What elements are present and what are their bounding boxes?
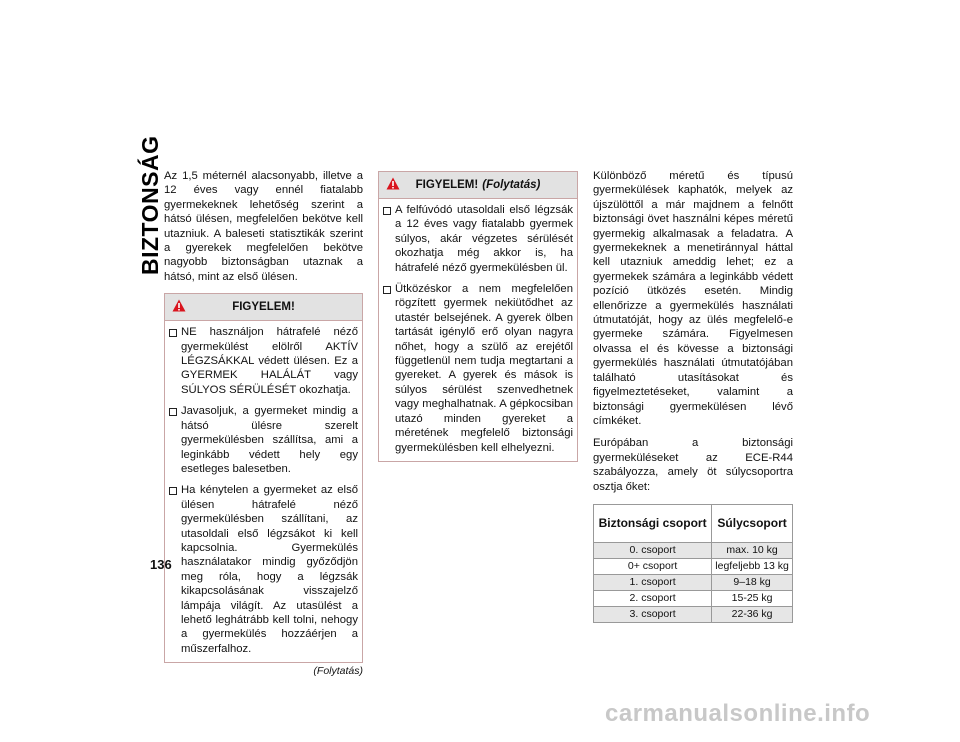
column-right (593, 169, 793, 623)
table-cell: 0. csoport (594, 542, 712, 558)
table-row (594, 542, 793, 558)
list-item: Javasoljuk, a gyermeket mindig a hátsó ülésre szerelt gyermekülésben szállítsa, ami a leginkább védett hely egy esetleges balesetben. (169, 404, 358, 476)
table-header-cell: Súlycsoport (712, 504, 793, 542)
intro-paragraph: Az 1,5 méternél alacsonyabb, illetve a 12 éves vagy ennél fiatalabb gyermekeknek lehetőség szerint a hátsó ülésen, megfelelően bekötve kell utazniuk. A baleseti statisztikák szerint a gyerekek megfelelően bekötve nagyobb biztonságban utaznak a hátsó, mint az első ülésen. (164, 170, 363, 283)
table-cell: 1. csoport (594, 574, 712, 590)
table-row (594, 590, 793, 606)
column-left (164, 169, 363, 679)
warning-triangle-icon (172, 299, 186, 312)
warning-box-continued (378, 171, 578, 462)
warning-header (165, 294, 362, 321)
continued-note: (Folytatás) (313, 665, 363, 678)
warning-title: FIGYELEM! (415, 178, 479, 191)
weight-group-table (593, 504, 793, 623)
table-cell: 15-25 kg (712, 590, 793, 606)
body-paragraph: Európában a biztonsági gyermeküléseket az ECE-R44 szabályozza, amely öt súlycsoportra osztja őket: (593, 437, 793, 493)
warning-list (165, 321, 362, 662)
warning-triangle-icon (386, 177, 400, 190)
column-middle (378, 171, 578, 462)
warning-list (379, 199, 577, 461)
table-cell: legfeljebb 13 kg (712, 558, 793, 574)
table-row (594, 606, 793, 622)
checkbox-icon (383, 286, 391, 294)
table-cell: max. 10 kg (712, 542, 793, 558)
warning-title: FIGYELEM! (232, 301, 295, 314)
body-paragraph: Különböző méretű és típusú gyermekülések kaphatók, melyek az újszülöttől a már majdnem a felnőtt biztonsági övet használni képes méretű gyermekig alkalmasak a feladatra. A gyermekeknek a menetiránnyal háttal kell utazniuk ameddig lehet; ez a gyermekek számára a leginkább védett pozíció ütközés esetén. Mindig ellenőrizze a gyermekülés használati útmutatóját, hogy az ülés megfelelő-e gyermeke számára. Figyelmesen olvassa el és kövesse a biztonsági gyermekülés használati útmutatójában található utasításokat és figyelmeztetéseket, valamint a biztonsági gyermekülésen lévő címkéket. (593, 170, 793, 427)
table-cell: 22-36 kg (712, 606, 793, 622)
section-title: BIZTONSÁG (137, 135, 163, 275)
checkbox-icon (169, 487, 177, 495)
checkbox-icon (169, 329, 177, 337)
table-cell: 3. csoport (594, 606, 712, 622)
checkbox-icon (169, 408, 177, 416)
list-item: NE használjon hátrafelé néző gyermekülést elölről AKTÍV LÉGZSÁKKAL védett ülésen. Ez a GYERMEK HALÁLÁT vagy SÚLYOS SÉRÜLÉSÉT okozhatja. (169, 325, 358, 397)
list-item: A felfúvódó utasoldali első légzsák a 12 éves vagy fiatalabb gyermek súlyos, akár végzetes sérülését okozhatja még akkor is, ha hátrafelé néző gyermekülésben ül. (383, 203, 573, 275)
list-item: Ütközéskor a nem megfelelően rögzített gyermek nekiütődhet az utastér belsejének. A gyerek ölben tartását igénylő erő olyan nagyra nőhet, hogy a szülő az erejétől függetlenül nem tudja megtartani a gyereket. A gyerek és mások is súlyos sérülést szenvedhetnek vagy meghalhatnak. A gépkocsiban utazó minden gyereket a méretének megfelelő biztonsági gyermekülésben kell elhelyezni. (383, 282, 573, 455)
warning-box (164, 293, 363, 663)
table-row (594, 558, 793, 574)
table-cell: 9–18 kg (712, 574, 793, 590)
watermark: carmanualsonline.info (605, 700, 871, 727)
table-cell: 2. csoport (594, 590, 712, 606)
warning-header (379, 172, 577, 199)
warning-title-sub: (Folytatás) (482, 178, 541, 191)
table-row (594, 574, 793, 590)
checkbox-icon (383, 207, 391, 215)
table-header-cell: Biztonsági csoport (594, 504, 712, 542)
list-item: Ha kénytelen a gyermeket az első ülésen hátrafelé néző gyermekülésben szállítani, az utasoldali első légzsákot ki kell kapcsolnia. Gyermekülés használatakor mindig győződjön meg róla, hogy a légzsák kikapcsolásának visszajelző lámpája világít. Az utasülést a lehető leghátrább kell tolni, nehogy a gyermekülés hozzáérjen a műszerfalhoz. (169, 483, 358, 656)
table-header-row (594, 504, 793, 542)
table-cell: 0+ csoport (594, 558, 712, 574)
page-number: 136 (150, 557, 172, 572)
